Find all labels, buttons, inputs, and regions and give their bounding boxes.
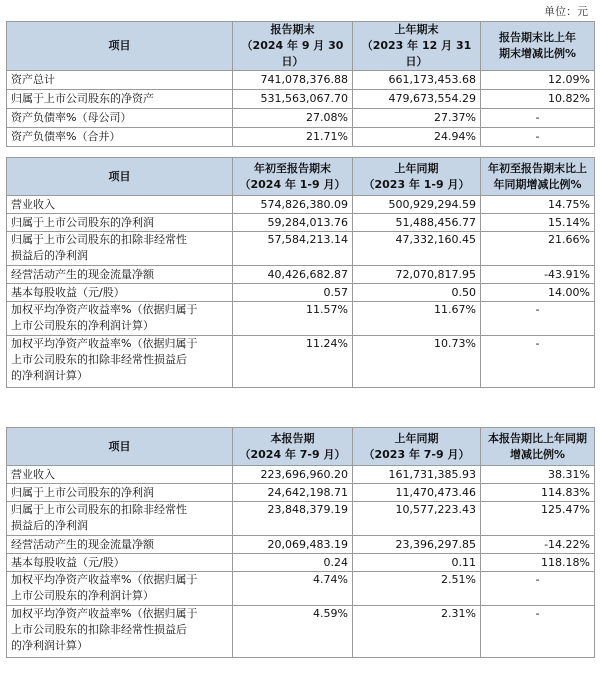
row-value-prior: 23,396,297.85 bbox=[353, 536, 481, 554]
row-label: 营业收入 bbox=[7, 196, 233, 214]
row-label: 经营活动产生的现金流量净额 bbox=[7, 536, 233, 554]
row-value-current: 223,696,960.20 bbox=[233, 466, 353, 484]
row-value-prior: 11.67% bbox=[353, 302, 481, 336]
row-value-current: 20,069,483.19 bbox=[233, 536, 353, 554]
row-value-prior: 0.11 bbox=[353, 554, 481, 572]
row-label: 基本每股收益（元/股） bbox=[7, 554, 233, 572]
table-row bbox=[7, 466, 595, 484]
header-col2: 上年期末 （2023 年 12 月 31 日） bbox=[353, 22, 481, 71]
table-row bbox=[7, 484, 595, 502]
row-value-current: 574,826,380.09 bbox=[233, 196, 353, 214]
row-label: 归属于上市公司股东的净资产 bbox=[7, 90, 233, 109]
header-col1: 本报告期 （2024 年 7-9 月） bbox=[233, 428, 353, 466]
table-row bbox=[7, 572, 595, 606]
row-value-prior: 661,173,453.68 bbox=[353, 71, 481, 90]
row-value-change: 21.66% bbox=[481, 232, 595, 266]
row-value-change: - bbox=[481, 572, 595, 606]
row-value-current: 0.57 bbox=[233, 284, 353, 302]
row-value-change: 15.14% bbox=[481, 214, 595, 232]
row-value-change: - bbox=[481, 109, 595, 128]
row-value-change: 118.18% bbox=[481, 554, 595, 572]
row-value-current: 59,284,013.76 bbox=[233, 214, 353, 232]
row-value-prior: 10,577,223.43 bbox=[353, 502, 481, 536]
row-value-change: 14.75% bbox=[481, 196, 595, 214]
row-value-change: -14.22% bbox=[481, 536, 595, 554]
table-row bbox=[7, 266, 595, 284]
row-value-prior: 51,488,456.77 bbox=[353, 214, 481, 232]
table-row bbox=[7, 554, 595, 572]
row-value-current: 531,563,067.70 bbox=[233, 90, 353, 109]
table-row bbox=[7, 128, 595, 147]
row-label: 归属于上市公司股东的净利润 bbox=[7, 214, 233, 232]
header-col2: 上年同期 （2023 年 7-9 月） bbox=[353, 428, 481, 466]
row-value-current: 0.24 bbox=[233, 554, 353, 572]
header-item: 项目 bbox=[7, 22, 233, 71]
row-value-change: - bbox=[481, 606, 595, 658]
row-value-prior: 0.50 bbox=[353, 284, 481, 302]
row-value-prior: 24.94% bbox=[353, 128, 481, 147]
header-col1: 报告期末 （2024 年 9 月 30 日） bbox=[233, 22, 353, 71]
row-value-change: 125.47% bbox=[481, 502, 595, 536]
row-value-current: 11.24% bbox=[233, 336, 353, 388]
row-value-prior: 479,673,554.29 bbox=[353, 90, 481, 109]
table-row bbox=[7, 502, 595, 536]
ytd-table bbox=[6, 157, 595, 388]
row-value-current: 741,078,376.88 bbox=[233, 71, 353, 90]
row-value-change: -43.91% bbox=[481, 266, 595, 284]
row-label: 资产负债率%（合并） bbox=[7, 128, 233, 147]
table-row bbox=[7, 536, 595, 554]
table-row bbox=[7, 214, 595, 232]
header-item: 项目 bbox=[7, 158, 233, 196]
row-value-change: 12.09% bbox=[481, 71, 595, 90]
row-label: 基本每股收益（元/股） bbox=[7, 284, 233, 302]
row-label: 归属于上市公司股东的净利润 bbox=[7, 484, 233, 502]
row-label: 加权平均净资产收益率%（依据归属于 上市公司股东的净利润计算） bbox=[7, 302, 233, 336]
row-label: 资产总计 bbox=[7, 71, 233, 90]
row-value-current: 57,584,213.14 bbox=[233, 232, 353, 266]
row-value-prior: 72,070,817.95 bbox=[353, 266, 481, 284]
row-label: 归属于上市公司股东的扣除非经常性 损益后的净利润 bbox=[7, 502, 233, 536]
row-value-current: 11.57% bbox=[233, 302, 353, 336]
table-row bbox=[7, 109, 595, 128]
table-row bbox=[7, 302, 595, 336]
row-value-change: 10.82% bbox=[481, 90, 595, 109]
table-row bbox=[7, 606, 595, 658]
row-value-current: 27.08% bbox=[233, 109, 353, 128]
row-value-current: 4.74% bbox=[233, 572, 353, 606]
row-label: 加权平均净资产收益率%（依据归属于 上市公司股东的扣除非经常性损益后 的净利润计算） bbox=[7, 336, 233, 388]
row-label: 加权平均净资产收益率%（依据归属于 上市公司股东的扣除非经常性损益后 的净利润计算） bbox=[7, 606, 233, 658]
row-label: 加权平均净资产收益率%（依据归属于 上市公司股东的净利润计算） bbox=[7, 572, 233, 606]
row-label: 资产负债率%（母公司） bbox=[7, 109, 233, 128]
unit-label: 单位：元 bbox=[544, 5, 588, 18]
row-value-prior: 2.51% bbox=[353, 572, 481, 606]
row-value-change: 14.00% bbox=[481, 284, 595, 302]
row-value-prior: 500,929,294.59 bbox=[353, 196, 481, 214]
table-row bbox=[7, 232, 595, 266]
header-col2: 上年同期 （2023 年 1-9 月） bbox=[353, 158, 481, 196]
row-value-prior: 2.31% bbox=[353, 606, 481, 658]
row-value-current: 4.59% bbox=[233, 606, 353, 658]
row-value-current: 21.71% bbox=[233, 128, 353, 147]
row-value-prior: 27.37% bbox=[353, 109, 481, 128]
header-col1: 年初至报告期末 （2024 年 1-9 月） bbox=[233, 158, 353, 196]
row-value-change: - bbox=[481, 336, 595, 388]
header-col3: 年初至报告期末比上 年同期增减比例% bbox=[481, 158, 595, 196]
header-col3: 本报告期比上年同期 增减比例% bbox=[481, 428, 595, 466]
row-value-current: 23,848,379.19 bbox=[233, 502, 353, 536]
row-value-prior: 10.73% bbox=[353, 336, 481, 388]
row-value-prior: 47,332,160.45 bbox=[353, 232, 481, 266]
row-value-prior: 11,470,473.46 bbox=[353, 484, 481, 502]
row-value-change: - bbox=[481, 302, 595, 336]
row-label: 经营活动产生的现金流量净额 bbox=[7, 266, 233, 284]
row-label: 营业收入 bbox=[7, 466, 233, 484]
balance-table bbox=[6, 21, 595, 147]
row-label: 归属于上市公司股东的扣除非经常性 损益后的净利润 bbox=[7, 232, 233, 266]
header-col3: 报告期末比上年 期末增减比例% bbox=[481, 22, 595, 71]
row-value-change: 114.83% bbox=[481, 484, 595, 502]
header-item: 项目 bbox=[7, 428, 233, 466]
table-row bbox=[7, 284, 595, 302]
row-value-current: 24,642,198.71 bbox=[233, 484, 353, 502]
row-value-current: 40,426,682.87 bbox=[233, 266, 353, 284]
table-row bbox=[7, 71, 595, 90]
row-value-change: 38.31% bbox=[481, 466, 595, 484]
table-row bbox=[7, 196, 595, 214]
table-row bbox=[7, 90, 595, 109]
row-value-prior: 161,731,385.93 bbox=[353, 466, 481, 484]
row-value-change: - bbox=[481, 128, 595, 147]
quarter-table bbox=[6, 427, 595, 658]
table-row bbox=[7, 336, 595, 388]
